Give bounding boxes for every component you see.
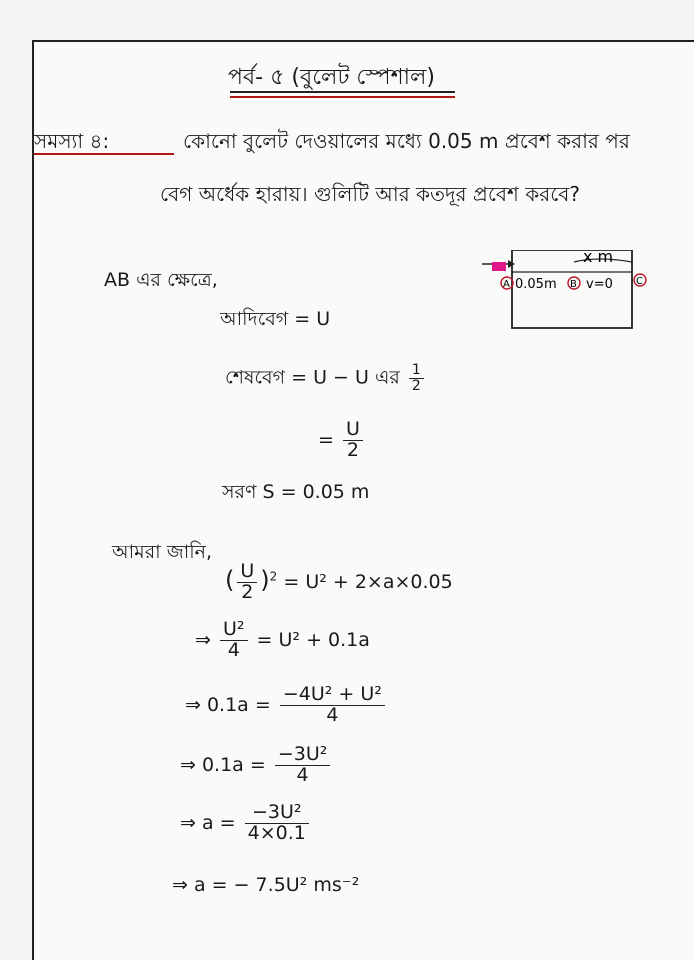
diagram-point-a: A — [503, 279, 510, 290]
step1-fraction — [237, 562, 257, 603]
step2-num: U² — [220, 620, 248, 641]
step4-den: 4 — [296, 763, 309, 786]
step1-rhs: = U² + 2×a×0.05 — [283, 570, 453, 593]
step3-den: 4 — [326, 703, 339, 726]
page-title: পর্ব- ৫ (বুলেট স্পেশাল) — [228, 65, 435, 90]
bullet-icon — [492, 262, 506, 271]
step1-num: U — [237, 562, 257, 583]
final-velocity-prefix: শেষবেগ = U − U এর — [225, 366, 400, 389]
problem-text-line2: বেগ অর্ধেক হারায়। গুলিটি আর কতদূর প্রবেশ করবে? — [160, 182, 580, 206]
step4-num: −3U² — [275, 745, 331, 766]
eq-sign: = — [318, 428, 334, 451]
step2-implies: ⇒ — [195, 628, 211, 651]
step2 — [195, 620, 370, 661]
problem-text-line1: কোনো বুলেট দেওয়ালের মধ্যে 0.05 m প্রবেশ করার পর — [183, 129, 630, 153]
diagram-point-c: C — [636, 276, 643, 287]
step6-result: ⇒ a = − 7.5U² ms⁻² — [172, 874, 360, 896]
diagram-x-label: x m — [583, 250, 614, 266]
we-know: আমরা জানি, — [112, 541, 213, 563]
step1-den: 2 — [241, 580, 254, 603]
final-velocity-line — [225, 363, 427, 396]
half-fraction — [409, 363, 424, 393]
half-num: 1 — [409, 363, 424, 379]
step2-den: 4 — [227, 638, 240, 661]
title-underline — [230, 91, 455, 93]
u-den: 2 — [346, 438, 359, 461]
step4-lhs: ⇒ 0.1a = — [180, 753, 266, 776]
problem-label-underline — [34, 153, 174, 155]
displacement: সরণ S = 0.05 m — [222, 481, 370, 503]
step3-num: −4U² + U² — [280, 685, 385, 706]
diagram-distance: 0.05m — [515, 277, 557, 292]
wall-diagram — [478, 250, 648, 330]
step5-fraction — [245, 803, 309, 844]
step5 — [180, 803, 312, 844]
u-half-line — [318, 420, 366, 461]
title-underline-red — [230, 96, 455, 98]
step4 — [180, 745, 333, 786]
step5-lhs: ⇒ a = — [180, 811, 236, 834]
step2-rhs: = U² + 0.1a — [256, 628, 370, 651]
half-den: 2 — [411, 377, 421, 394]
diagram-point-b: B — [570, 279, 577, 290]
diagram-final-velocity: v=0 — [586, 277, 613, 292]
initial-velocity: আদিবেগ = U — [220, 308, 331, 330]
step5-den: 4×0.1 — [247, 821, 306, 844]
step4-fraction — [275, 745, 331, 786]
u-half-fraction — [343, 420, 363, 461]
step1: ( $\frac{U}{2}$ )$^2$ = U² + 2×a×0.05 — [225, 560, 453, 603]
step3-lhs: ⇒ 0.1a = — [185, 693, 271, 716]
step3-fraction — [280, 685, 385, 726]
u-num: U — [343, 420, 363, 441]
step2-fraction — [220, 620, 248, 661]
problem-label: সমস্যা ৪: — [34, 129, 110, 153]
step5-num: −3U² — [245, 803, 309, 824]
case-heading: AB এর ক্ষেত্রে, — [104, 269, 218, 291]
step3 — [185, 685, 388, 726]
